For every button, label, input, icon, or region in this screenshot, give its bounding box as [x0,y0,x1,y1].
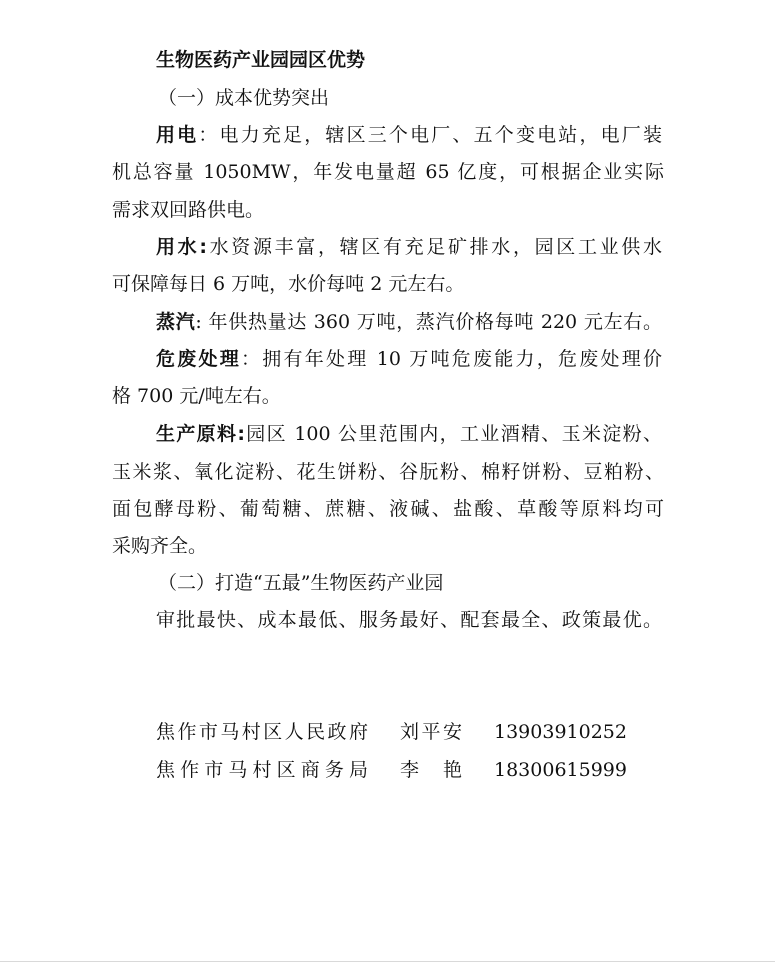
section-2-heading: （二）打造“五最”生物医药产业园 [158,572,444,594]
document-title: 生物医药产业园园区优势 [156,49,366,71]
water-paragraph-line-2: 可保障每日 6 万吨，水价每吨 2 元左右。 [112,273,465,295]
materials-paragraph-line-3: 面包酵母粉、葡萄糖、蔗糖、液碱、盐酸、草酸等原料均可 [112,498,664,520]
section-2-text: 审批最快、成本最低、服务最好、配套最全、政策最优。 [156,609,662,631]
steam-label: 蒸汽 [156,311,196,333]
contact-row [156,758,627,782]
electricity-paragraph-line-2: 机总容量 1050MW，年发电量超 65 亿度，可根据企业实际 [112,161,664,183]
electricity-paragraph-line-3: 需求双回路供电。 [112,199,265,221]
section-1-heading: （一）成本优势突出 [158,87,330,109]
waste-paragraph-line-1: 危废处理：拥有年处理 10 万吨危废能力，危废处理价 [156,348,662,370]
materials-paragraph-line-1: 生产原料:园区 100 公里范围内，工业酒精、玉米淀粉、 [156,423,662,445]
contact-name: 刘平安 [400,721,462,743]
contact-organization: 焦作市马村区商务局 [156,759,368,781]
steam-paragraph-line-1: 蒸汽: 年供热量达 360 万吨，蒸汽价格每吨 220 元左右。 [156,311,662,333]
materials-paragraph-line-4: 采购齐全。 [112,535,208,557]
water-paragraph-line-1: 用水:水资源丰富，辖区有充足矿排水，园区工业供水 [156,236,662,258]
materials-paragraph-line-2: 玉米浆、氧化淀粉、花生饼粉、谷朊粉、棉籽饼粉、豆粕粉、 [112,461,664,483]
page-bottom-divider [0,961,775,962]
electricity-label: 用电 [156,124,199,146]
water-label: 用水: [156,236,207,258]
contact-phone: 13903910252 [494,721,627,743]
contact-organization: 焦作市马村区人民政府 [156,721,368,743]
waste-label: 危废处理 [156,348,241,370]
contact-phone: 18300615999 [494,759,627,781]
waste-paragraph-line-2: 格 700 元/吨左右。 [112,385,281,407]
contact-row [156,720,627,744]
electricity-paragraph-line-1: 用电：电力充足，辖区三个电厂、五个变电站，电厂装 [156,124,662,146]
materials-label: 生产原料: [156,423,245,445]
contact-name: 李艳 [400,759,462,781]
